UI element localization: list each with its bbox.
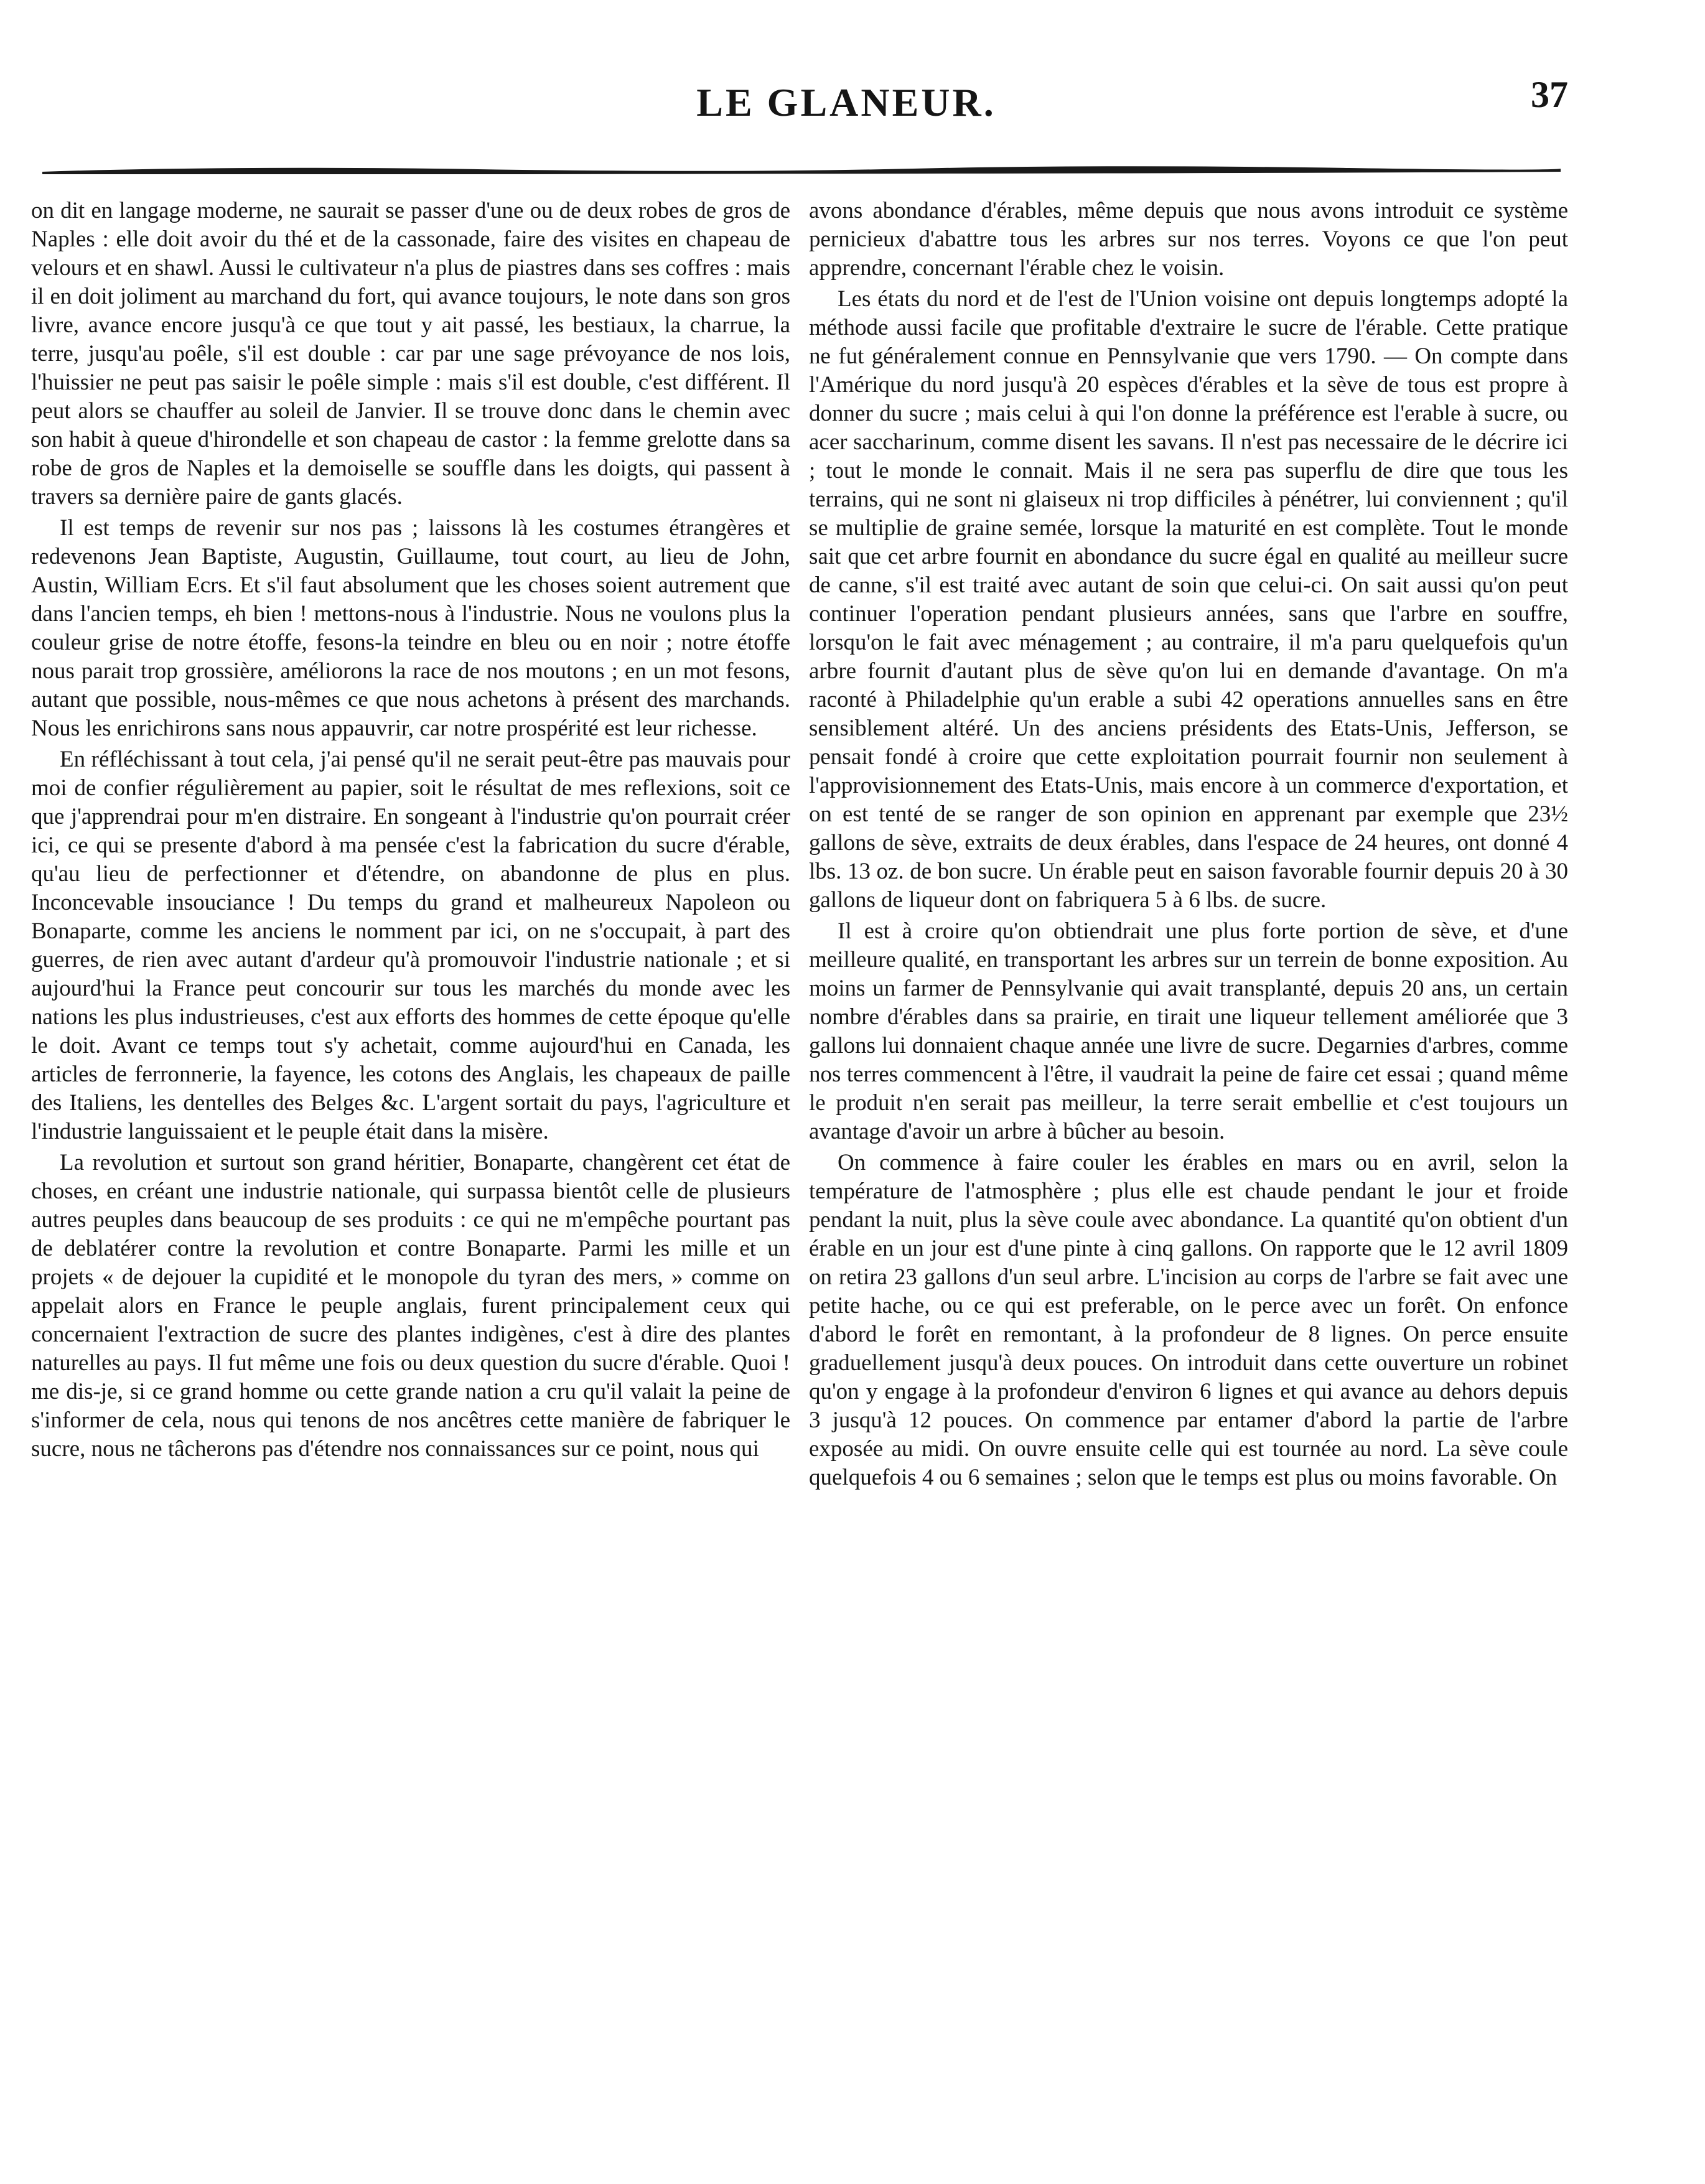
left-paragraph-1: on dit en langage moderne, ne saurait se passer d'une ou de deux robes de gros de Naples : elle doit avoir du thé et de la cassonade, faire des visites en chapeau de velours et en shawl. Aussi le cultivateur n'a plus de piastres dans ses coffres : mais il en doit joliment au marchand du fort, qui avance toujours, le note dans son gros livre, avance encore jusqu'à ce que tout y ait passé, les bestiaux, la charrue, la terre, jusqu'au poêle, s'il est double : car par une sage prévoyance de nos lois, l'huissier ne peut pas saisir le poêle simple : mais s'il est double, c'est différent. Il peut alors se chauffer au soleil de Janvier. Il se trouve donc dans le chemin avec son habit à queue d'hirondelle et son chapeau de castor : la femme grelotte dans sa robe de gros de Naples et la demoiselle se souffle dans les doigts, qui passent à travers sa dernière paire de gants glacés. bbox=[31, 198, 790, 510]
page-number: 37 bbox=[1531, 74, 1568, 115]
header-rule bbox=[42, 163, 1561, 177]
right-paragraph-2: Les états du nord et de l'est de l'Union voisine ont depuis longtemps adopté la méthode aussi facile que profitable d'extraire le sucre de l'érable. Cette pratique ne fut généralement connue en Pennsylvanie que vers 1790. — On compte dans l'Amérique du nord jusqu'à 20 espèces d'érables et la sève de tous est propre à donner du sucre ; mais celui à qui l'on donne la préférence est l'erable à sucre, ou acer saccharinum, comme disent les savans. Il n'est pas necessaire de le décrire ici ; tout le monde le connait. Mais il ne sera pas superflu de dire que tous les terrains, qui ne sont ni glaiseux ni trop difficiles à pénétrer, lui conviennent ; qu'il se multiplie de graine semée, lorsque la maturité en est complète. Tout le monde sait que cet arbre fournit en abondance du sucre égal en qualité au meilleur sucre de canne, s'il est traité avec autant de soin que celui-ci. On sait aussi qu'on peut continuer l'operation pendant plusieurs années, sans que l'arbre en souffre, lorsqu'on le fait avec ménagement ; au contraire, il m'a paru quelquefois qu'un arbre fournit d'autant plus de sève qu'on lui en demande d'avantage. On m'a raconté à Philadelphie qu'un erable a subi 42 operations annuelles sans en être sensiblement altéré. Un des anciens présidents des Etats-Unis, Jefferson, se pensait fondé à croire que cette exploitation pourrait fournir non seulement à l'approvisionnement des Etats-Unis, mais encore à un commerce d'exportation, et on est tenté de se ranger de son opinion en apprenant par exemple que 23½ gallons de sève, extraits de deux érables, dans l'espace de 24 heures, ont donné 4 lbs. 13 oz. de bon sucre. Un érable peut en saison favorable fournir depuis 20 à 30 gallons de liqueur dont on fabriquera 5 à 6 lbs. de sucre. bbox=[809, 286, 1568, 913]
right-paragraph-4: On commence à faire couler les érables en mars ou en avril, selon la température de l'atmosphère ; plus elle est chaude pendant le jour et froide pendant la nuit, plus la sève coule avec abondance. La quantité qu'on obtient d'un érable en un jour est d'une pinte à cinq gallons. On rapporte que le 12 avril 1809 on retira 23 gallons d'un seul arbre. L'incision au corps de l'arbre se fait avec une petite hache, ou ce qui est preferable, on le perce avec un forêt. On enfonce d'abord le forêt en remontant, à la profondeur de 8 lignes. On perce ensuite graduellement jusqu'à deux pouces. On introduit dans cette ouverture un robinet qu'on y engage à la profondeur d'environ 6 lignes et qui avance au dehors depuis 3 jusqu'à 12 pouces. On commence par entamer d'abord la partie de l'arbre exposée au midi. On ouvre ensuite celle qui est tournée au nord. La sève coule quelquefois 4 ou 6 semaines ; selon que le temps est plus ou moins favorable. On bbox=[809, 1150, 1568, 1490]
left-paragraph-2: Il est temps de revenir sur nos pas ; laissons là les costumes étrangères et redevenons Jean Baptiste, Augustin, Guillaume, tout court, au lieu de John, Austin, William Ecrs. Et s'il faut absolument que les choses soient autrement que dans l'ancien temps, eh bien ! mettons-nous à l'industrie. Nous ne voulons plus la couleur grise de notre étoffe, fesons-la teindre en bleu ou en noir ; notre étoffe nous parait trop grossière, améliorons la race de nos moutons ; en un mot fesons, autant que possible, nous-mêmes ce que nous achetons à présent des marchands. Nous les enrichirons sans nous appauvrir, car notre prospérité est leur richesse. bbox=[31, 515, 790, 741]
left-paragraph-3: En réfléchissant à tout cela, j'ai pensé qu'il ne serait peut-être pas mauvais pour moi de confier régulièrement au papier, soit le résultat de mes reflexions, soit ce que j'apprendrai pour m'en distraire. En songeant à l'industrie qu'on pourrait créer ici, ce qui se presente d'abord à ma pensée c'est la fabrication du sucre d'érable, qu'au lieu de perfectionner et d'étendre, on abandonne de plus en plus. Inconcevable insouciance ! Du temps du grand et malheureux Napoleon ou Bonaparte, comme les anciens le nomment par ici, on ne s'occupait, à part des guerres, de rien avec autant d'ardeur qu'à promouvoir l'industrie nationale ; et si aujourd'hui la France peut concourir sur tous les marchés du monde avec les nations les plus industrieuses, c'est aux efforts des hommes de cette époque qu'elle le doit. Avant ce temps tout s'y achetait, comme aujourd'hui en Canada, les articles de ferronnerie, la fayence, les cotons des Anglais, les chapeaux de paille des Italiens, les dentelles des Belges &c. L'argent sortait du pays, l'agriculture et l'industrie languissaient et le peuple était dans la misère. bbox=[31, 747, 790, 1144]
left-paragraph-4: La revolution et surtout son grand héritier, Bonaparte, changèrent cet état de choses, en créant une industrie nationale, qui surpassa bientôt celle de plusieurs autres peuples dans beaucoup de ses produits : ce qui ne m'empêche pourtant pas de deblatérer contre la revolution et contre Bonaparte. Parmi les mille et un projets « de dejouer la cupidité et le monopole du tyran des mers, » comme on appelait alors en France le peuple anglais, furent principalement ceux qui concernaient l'extraction de sucre des plantes indigènes, c'est à dire des plantes naturelles au pays. Il fut même une fois ou deux question du sucre d'érable. Quoi ! me dis-je, si ce grand homme ou cette grande nation a cru qu'il valait la peine de s'informer de cela, nous qui tenons de nos ancêtres cette manière de fabriquer le sucre, nous ne tâcherons pas d'étendre nos connaissances sur ce point, nous qui bbox=[31, 1150, 790, 1462]
right-paragraph-3: Il est à croire qu'on obtiendrait une plus forte portion de sève, et d'une meilleure qualité, en transportant les arbres sur un terrein de bonne exposition. Au moins un farmer de Pennsylvanie qui avait transplanté, depuis 20 ans, un certain nombre d'érables dans sa prairie, en tirait une liqueur tellement améliorée que 3 gallons lui donnaient chaque année une livre de sucre. Degarnies d'arbres, comme nos terres commencent à l'être, il vaudrait la peine de faire cet essai ; quand même le produit n'en serait pas meilleur, la terre serait embellie et c'est toujours un avantage d'avoir un arbre à bûcher au besoin. bbox=[809, 918, 1568, 1144]
right-paragraph-1: avons abondance d'érables, même depuis que nous avons introduit ce système pernicieux d'abattre tous les arbres sur nos terres. Voyons ce que l'on peut apprendre, concernant l'érable chez le voisin. bbox=[809, 198, 1568, 281]
right-column bbox=[809, 197, 1568, 1495]
left-column bbox=[31, 197, 790, 1466]
running-title: LE GLANEUR. bbox=[696, 80, 996, 124]
